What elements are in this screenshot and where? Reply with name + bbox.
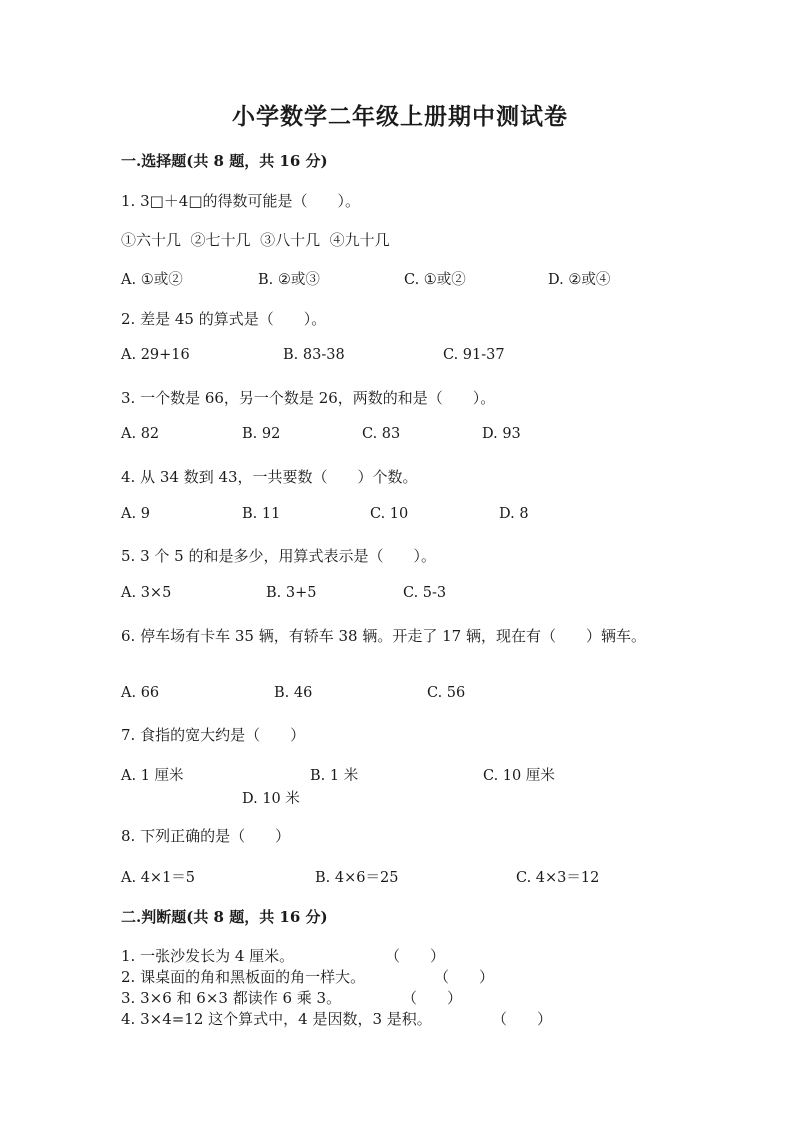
judge-item-4: 4. 3×4=12 这个算式中，4 是因数，3 是积。 [121, 1010, 432, 1028]
q4-option-a: A. 9 [121, 506, 150, 522]
q2-option-c: C. 91-37 [443, 347, 505, 363]
judge-item-1-answer: （ ） [385, 947, 446, 965]
q4-option-c: C. 10 [370, 506, 409, 522]
q3-option-d: D. 93 [482, 426, 521, 442]
page-title: 小学数学二年级上册期中测试卷 [232, 103, 568, 130]
q5-option-b: B. 3+5 [266, 585, 317, 601]
q6-option-a: A. 66 [121, 685, 160, 701]
q8-option-c: C. 4×3＝12 [516, 870, 600, 886]
judge-item-1: 1. 一张沙发长为 4 厘米。 [121, 947, 295, 965]
q3-option-c: C. 83 [362, 426, 401, 442]
q7-option-b: B. 1 米 [310, 768, 359, 784]
q4-option-d: D. 8 [499, 506, 529, 522]
judge-item-4-answer: （ ） [492, 1010, 553, 1028]
question-4-stem: 4. 从 34 数到 43，一共要数（ ）个数。 [121, 468, 418, 486]
q8-option-a: A. 4×1＝5 [121, 870, 196, 886]
question-2-stem: 2. 差是 45 的算式是（ ）。 [121, 310, 327, 328]
q5-option-c: C. 5-3 [403, 585, 447, 601]
q4-option-b: B. 11 [242, 506, 281, 522]
q1-option-c: C. ①或② [404, 272, 466, 288]
judge-item-2-answer: （ ） [434, 968, 495, 986]
q2-option-a: A. 29+16 [121, 347, 190, 363]
question-8-stem: 8. 下列正确的是（ ） [121, 827, 291, 845]
q7-option-d: D. 10 米 [242, 791, 300, 807]
judge-item-3-answer: （ ） [402, 989, 463, 1007]
question-5-stem: 5. 3 个 5 的和是多少，用算式表示是（ ）。 [121, 547, 436, 565]
q3-option-a: A. 82 [121, 426, 160, 442]
judge-item-2: 2. 课桌面的角和黑板面的角一样大。 [121, 968, 366, 986]
q7-option-a: A. 1 厘米 [121, 768, 184, 784]
q1-option-b: B. ②或③ [258, 272, 320, 288]
question-7-stem: 7. 食指的宽大约是（ ） [121, 726, 306, 744]
q7-option-c: C. 10 厘米 [483, 768, 555, 784]
section-choice-heading: 一.选择题(共 8 题，共 16 分) [121, 152, 328, 170]
q5-option-a: A. 3×5 [121, 585, 172, 601]
q1-option-d: D. ②或④ [548, 272, 611, 288]
question-1-choices: ①六十几 ②七十几 ③八十几 ④九十几 [121, 231, 390, 249]
question-6-stem: 6. 停车场有卡车 35 辆，有轿车 38 辆。开走了 17 辆，现在有（ ）辆车。 [121, 627, 646, 645]
q6-option-b: B. 46 [274, 685, 313, 701]
q6-option-c: C. 56 [427, 685, 466, 701]
q2-option-b: B. 83-38 [283, 347, 345, 363]
section-judge-heading: 二.判断题(共 8 题，共 16 分) [121, 908, 328, 926]
q8-option-b: B. 4×6＝25 [315, 870, 399, 886]
judge-item-3: 3. 3×6 和 6×3 都读作 6 乘 3。 [121, 989, 342, 1007]
q1-option-a: A. ①或② [121, 272, 183, 288]
question-3-stem: 3. 一个数是 66，另一个数是 26，两数的和是（ ）。 [121, 389, 496, 407]
q3-option-b: B. 92 [242, 426, 281, 442]
question-1-stem: 1. 3□＋4□的得数可能是（ ）。 [121, 192, 361, 210]
